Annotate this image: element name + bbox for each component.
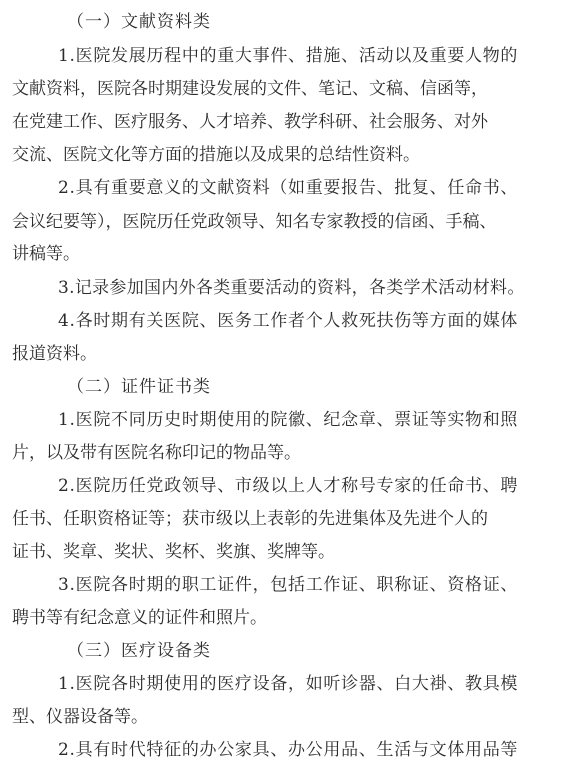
paragraph-line: 文献资料，医院各时期建设发展的文件、笔记、文稿、信函等， <box>12 79 488 99</box>
paragraph-line: 2.医院历任党政领导、市级以上人才称号专家的任命书、聘 <box>58 476 519 496</box>
paragraph-line: 任书、任职资格证等；获市级以上表彰的先进集体及先进个人的 <box>12 509 488 529</box>
paragraph-line: 3.医院各时期的职工证件，包括工作证、职称证、资格证、 <box>58 575 519 595</box>
paragraph-line: 在党建工作、医疗服务、人才培养、教学科研、社会服务、对外 <box>12 112 488 132</box>
paragraph-line: 证书、奖章、奖状、奖杯、奖旗、奖牌等。 <box>12 542 335 562</box>
section-heading: （三）医疗设备类 <box>67 641 211 661</box>
paragraph-line: 2.具有重要意义的文献资料（如重要报告、批复、任命书、 <box>58 178 519 198</box>
paragraph-line: 1.医院不同历史时期使用的院徽、纪念章、票证等实物和照 <box>58 410 519 430</box>
section-heading: （二）证件证书类 <box>67 377 211 397</box>
paragraph-line: 4.各时期有关医院、医务工作者个人救死扶伤等方面的媒体 <box>58 311 519 331</box>
paragraph-line: 讲稿等。 <box>12 244 80 264</box>
paragraph-line: 型、仪器设备等。 <box>12 707 148 727</box>
paragraph-line: 1.医院发展历程中的重大事件、措施、活动以及重要人物的 <box>58 46 519 66</box>
paragraph-line: 3.记录参加国内外各类重要活动的资料，各类学术活动材料。 <box>58 278 525 298</box>
paragraph-line: 会议纪要等），医院历任党政领导、知名专家教授的信函、手稿、 <box>12 212 497 232</box>
section-heading: （一）文献资料类 <box>67 12 211 32</box>
paragraph-line: 交流、医院文化等方面的措施以及成果的总结性资料。 <box>12 145 420 165</box>
paragraph-line: 聘书等有纪念意义的证件和照片。 <box>12 608 267 628</box>
paragraph-line: 1.医院各时期使用的医疗设备，如听诊器、白大褂、教具模 <box>58 674 519 694</box>
paragraph-line: 报道资料。 <box>12 344 97 364</box>
paragraph-line: 2.具有时代特征的办公家具、办公用品、生活与文体用品等 <box>58 740 519 760</box>
paragraph-line: 片，以及带有医院名称印记的物品等。 <box>12 443 301 463</box>
